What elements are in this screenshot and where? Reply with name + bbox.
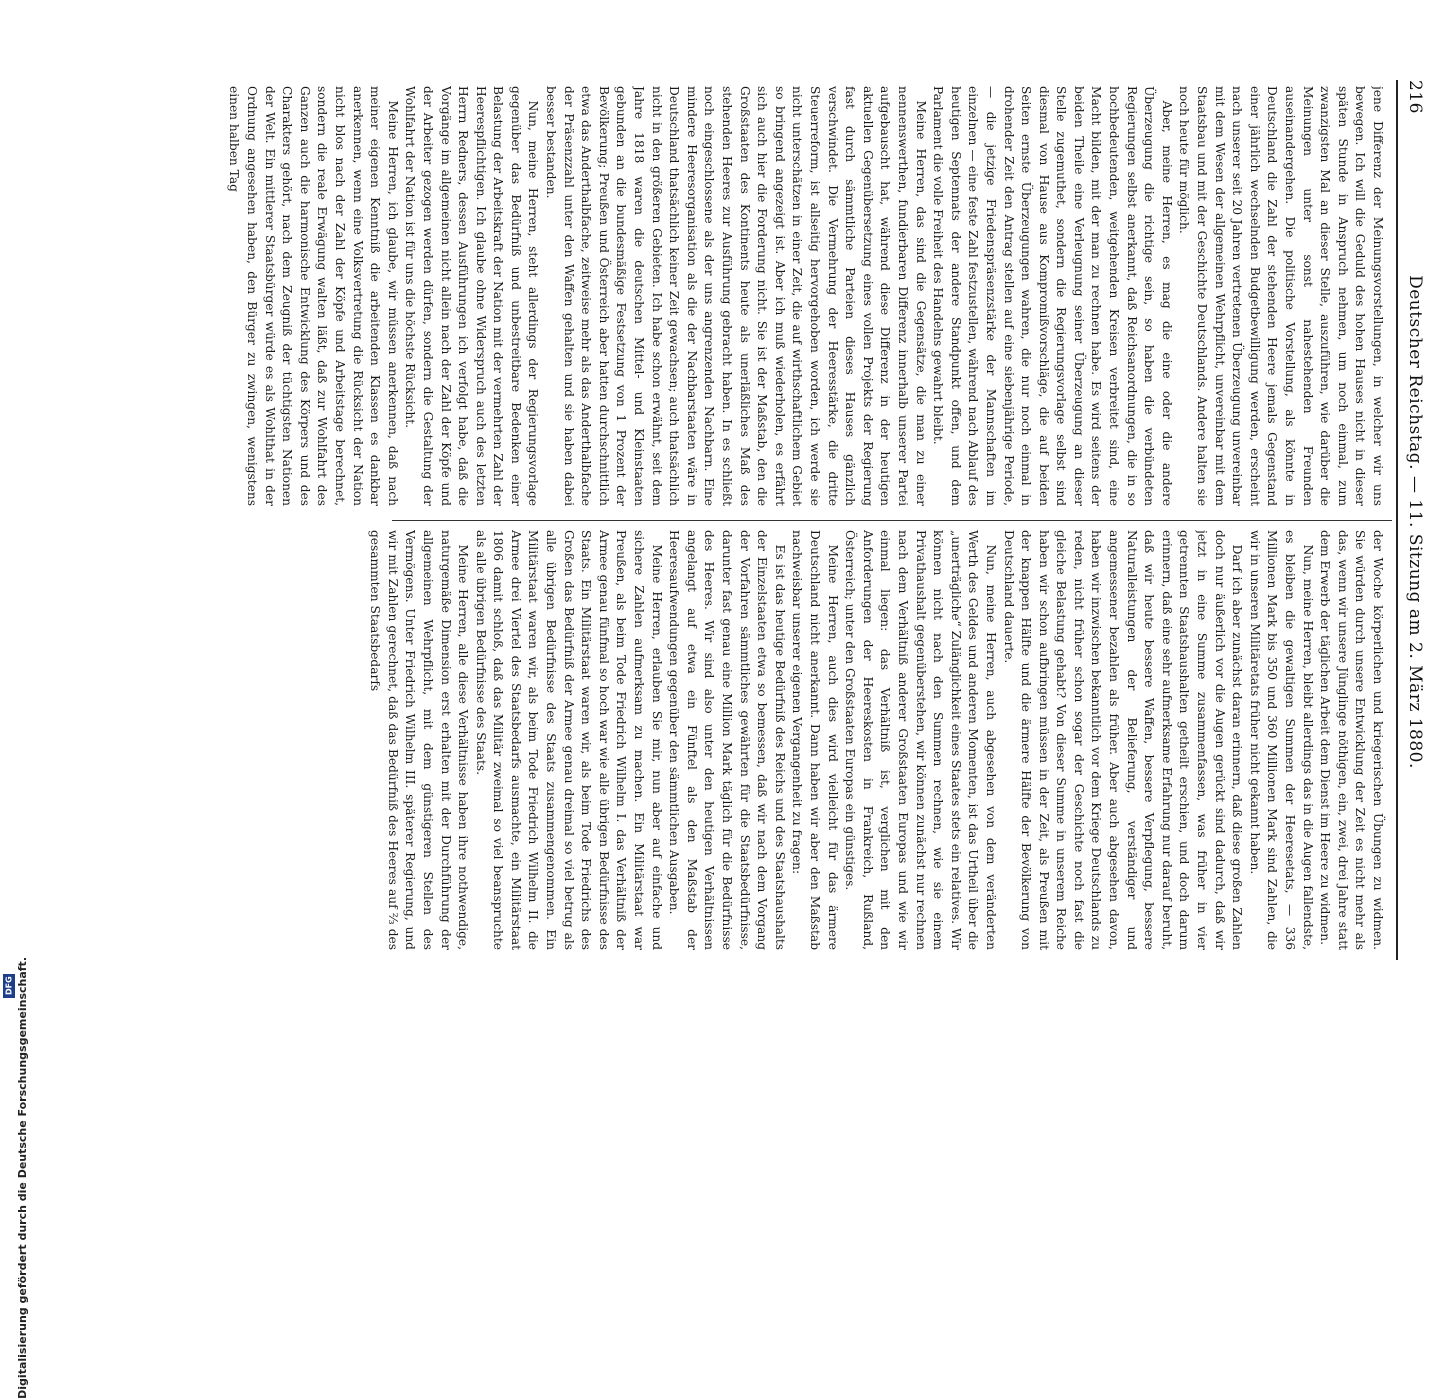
paragraph: Meine Herren, das sind die Gegensätze, die man zu einer nennenswerthen, fundierbaren Differenz innerhalb unserer Partei aufgebauscht hat, während diese Differenz in der heutigen aktuellen Gegenübersetzung eines vollen Projekts der Regierung fast durch sämmtliche Parteien dieses Hauses gänzlich verschwindet. Die Vermehrung der Heeresstärke, die dritte Steuerreform, ist allseitig hervorgehoben worden, ich werde sie nicht unterschätzen in einer Zeit, die auf wirthschaftlichem Gebiet so bringend angezeigt ist. Aber ich muß wiederholen, es erfährt sich auch hier die Forderung nicht. Sie ist der Maßstab, den die Großstaaten des Kontinents heute als unerläßliches Maß des stehenden Heeres zur Ausführung gebracht haben. In es schließt noch eingeschlossene als der uns angrenzenden Nachbarn. Eine mindere Heeresorganisation als die der Nachbarstaaten wäre in Deutschland thatsächlich keiner Zeit gewachsen; auch thatsächlich nicht in den größeren Gebieten. Ich habe schon erwähnt, seit dem Jahre 1818 waren die deutschen Mittel- und Kleinstaaten gebunden an die bundesmäßige Festsetzung von 1 Prozent der Bevölkerung; Preußen und Österreich aber hatten durchschnittlich etwa das Anderthalbfache, zeitweise mehr als das Anderthalbfache der Präsenzzahl unter den Waffen gehalten und sie haben dabei besser bestanden. xyxy=(544,86,928,506)
paragraph: Aber, meine Herren, es mag die eine oder die andere Überzeugung die richtige sein, so haben die verbündeten Regierungen selbst anerkannt, daß Reichsanordnungen, die in so hochbedeutenden, weitgehenden Kreisen verbreitet sind, eine Macht bilden, mit der man zu rechnen habe. Es wird seitens der beiden Theile eine Verleugnung seiner Überzeugung an dieser Stelle zugemuthet, sondern die Regierungsvorlage selbst sind diesmal von Hause aus Kompromißvorschläge, die auf beiden Seiten ernste Überzeugungen wahren, die nur noch einmal in drohender Zeit den Antrag stellen auf eine siebenjährige Periode, — die jetzige Friedenspräsenzstärke der Mannschaften im einzelnen — eine feste Zahl festzustellen, während nach Ablauf des heutigen Septennats der andere Standpunkt offen, und dem Parlament die volle Freiheit des Handelns gewahrt bleibt. xyxy=(931,86,1174,506)
paragraph: Es ist das heutige Bedürfniß des Reichs und des Staatshaushalts der Einzelstaaten etwa so bemessen, daß wir nach dem Vorgang der Vorfahren sämmtliches gewährten für die Staatsbedürfnisse, darunter fast genau eine Million Mark täglich für die Bedürfnisse des Heeres. Wir sind also unter den heutigen Verhältnissen angelangt auf etwa ein Fünftel als den Maßstab der Heeresaufwendungen gegenüber den sämmtlichen Ausgaben. xyxy=(667,530,787,950)
paragraph: Meine Herren, ich glaube, wir müssen anerkennen, daß nach meiner eigenen Kenntniß die arbeitenden Klassen es dankbar anerkennen, wenn eine Volksvertretung die Rücksicht der Nation nicht blos nach der Zahl der Köpfe und Arbeitstage berechnet, sondern die reale Erwägung walten läßt, daß zur Wohlfahrt des Ganzen auch die harmonische Entwicklung des Körpers und des Charakters gehört, nach dem Zeugniß der tüchtigsten Nationen der Welt. Ein mittlerer Staatsbürger würde es als Wohlthat in der Ordnung angesehen haben, den Bürger zu zwingen, wenigstens einen halben Tag xyxy=(227,86,400,506)
paragraph: jene Differenz der Meinungsvorstellungen, in welcher wir uns bewegen. Ich will die Geduld des hohen Hauses nicht in dieser späten Stunde in Anspruch nehmen, um noch einmal, zum zwanzigsten Mal an dieser Stelle, auszuführen, wie darüber die Meinungen unter sonst nahestehenden Freunden auseinandergehen. Die politische Vorstellung, als könnte in Deutschland die Zahl der stehenden Heere jemals Gegenstand einer jährlich wechselnden Budgetbewilligung werden, erscheint nach unserer seit 20 Jahren vertretenen Überzeugung unvereinbar mit dem Wesen der allgemeinen Wehrpflicht, unvereinbar mit dem Staatsbau und mit der Geschichte Deutschlands. Andere halten sie noch heute für möglich. xyxy=(1177,86,1385,506)
dfg-logo-icon: DFG xyxy=(3,974,15,998)
paragraph: Darf ich aber zunächst daran erinnern, daß diese großen Zahlen doch nur äußerlich vor die Augen gerückt sind dadurch, daß wir jetzt in eine Summe zusammenfassen, was früher in vier getrennten Staatshaushalten getheilt erschien, und doch darum erinnern, daß eine sehr aufmerksame Erfahrung nur darauf beruht, daß wir heute bessere Waffen, bessere Verpflegung, bessere Naturalleistungen der Belieferung, verständiger und angemessener bezahlen als früher. Aber auch abgesehen davon, haben wir inzwischen bekanntlich vor dem Kriege Deutschlands zu reden, nicht früher schon sogar der Geschichte noch fast die gleiche Belastung gehabt? Von dieser Summe in unserem Reiche haben wir schon aufbringen müssen in der Zeit, als Preußen mit der knappen Hälfte und die ärmere Hälfte der Bevölkerung von Deutschland dauerte. xyxy=(1001,530,1245,950)
running-title: Deutscher Reichstag. — 11. Sitzung am 2. März 1880. xyxy=(1405,275,1425,769)
paragraph: Nun, meine Herren, bleibt allerdings das in die Augen fallendste, es bleiben die gewaltigen Summen der Heeresetats, — 336 Millionen Mark bis 350 und 360 Millionen Mark sind Zahlen, die wir in unseren Militäretats früher nicht gekannt haben. xyxy=(1247,530,1315,950)
page-number: 216 xyxy=(1405,80,1425,114)
text-column-left xyxy=(86,86,1386,506)
paragraph: Nun, meine Herren, auch abgesehen von dem veränderten Werth des Geldes und anderen Momenten, ist das Urtheil über die „unerträgliche“ Zulänglichkeit eines Staates stets ein relatives. Wir können nicht nach den Summen rechnen, wie sie einem Privathaushalt gegenüberstehen, wir können zunächst nur rechnen nach dem Verhältniß anderer Großstaaten Europas und wie wir einmal liegen: das Verhältniß ist, verglichen mit den Anforderungen der Heereskosten in Frankreich, Rußland, Österreich; unter den Großstaaten Europas ein günstiges. xyxy=(843,530,998,950)
paragraph: Nun, meine Herren, steht allerdings der Regierungsvorlage gegenüber das Bedürfniß und unbestreitbare Bedenken einer Belastung der Arbeitskraft der Nation mit der vermehrten Zahl der Heerespflichtigen. Ich glaube ohne Widerspruch auch des letzten Herrn Redners, dessen Ausführungen ich verfolgt habe, daß die Vorgänge im allgemeinen nicht allein nach der Zahl der Köpfe und der Arbeiter gezogen werden dürfen, sondern die Gestaltung der Wohlfahrt der Nation ist für uns die höchste Rücksicht. xyxy=(403,86,541,506)
digitization-footer xyxy=(2,0,29,1399)
page-header xyxy=(1402,80,1428,960)
column-divider xyxy=(392,520,1392,521)
paragraph: der Woche körperlichen und kriegerischen Übungen zu widmen. Sie würden durch unsere Entwicklung der Zeit es nicht mehr als das, wenn wir unsere Jünglinge nöthigen, ein, zwei, drei Jahre statt dem Erwerb der täglichen Arbeit dem Dienst im Heere zu widmen. xyxy=(1318,530,1385,950)
text-column-right xyxy=(86,530,1386,950)
paragraph: Meine Herren, alle diese Verhältnisse haben ihre nothwendige, naturgemäße Dimension erst erhalten mit der Durchführung der allgemeinen Wehrpflicht, mit dem günstigeren Stellen des Vermögens. Unter Friedrich Wilhelm III. späterer Regierung, und wir mit Zahlen gerechnet, daß das Bedürfniß des Heeres auf ⅔ des gesammten Staatsbedarfs xyxy=(368,530,471,950)
paragraph: Meine Herren, erlauben Sie mir, nun aber auf einfache und sichere Zahlen aufmerksam zu machen. Ein Militärstaat war Preußen, als beim Tode Friedrich Wilhelm I. das Verhältniß der Armee genau fünfmal so hoch war wie alle übrigen Bedürfnisse des Staats. Ein Militärstaat waren wir, als beim Tode Friedrichs des Großen das Bedürfniß der Armee genau dreimal so viel betrug als alle übrigen Bedürfnisse des Staats zusammengenommen. Ein Militärstaat waren wir, als beim Tode Friedrich Wilhelm II. die Armee drei Viertel des Staatsbedarfs ausmachte, ein Militärstaat 1806 damit schloß, daß das Militär zweimal so viel beanspruchte als alle übrigen Bedürfnisse des Staats. xyxy=(473,530,664,950)
document-page xyxy=(70,0,1432,1000)
header-rule xyxy=(1396,80,1398,960)
paragraph: Meine Herren, auch dies wird vielleicht für das ärmere Deutschland nicht anerkannt. Dann haben wir aber den Maßstab nachweisbar unserer eigenen Vergangenheit zu fragen: xyxy=(790,530,840,950)
dfg-credit-text: Digitalisierung gefördert durch die Deutsche Forschungsgemeinschaft. xyxy=(16,957,29,1399)
